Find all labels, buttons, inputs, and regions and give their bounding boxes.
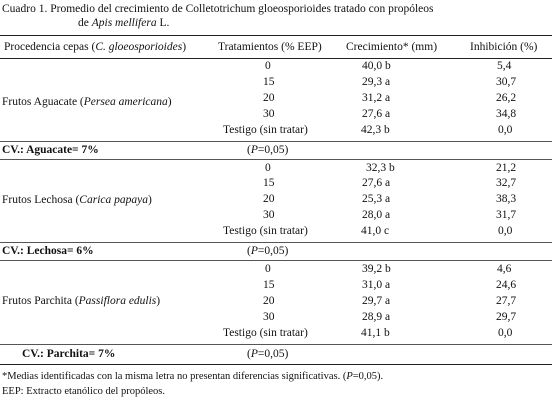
table-row: 27,6 a — [362, 177, 391, 189]
table-row: 28,0 a — [362, 209, 391, 221]
group-label-lechosa: Frutos Lechosa (Carica papaya) — [2, 194, 152, 206]
table-row: 0 — [265, 162, 271, 174]
table-row: 29,3 a — [362, 76, 391, 88]
cv-aguacate: CV.: Aguacate= 7% — [2, 144, 99, 156]
header-growth: Crecimiento* (mm) — [346, 41, 438, 53]
control-row: Testigo (sin tratar) — [223, 124, 308, 136]
table-row: 0 — [265, 60, 271, 72]
table-row: 30 — [263, 311, 275, 323]
header-inhibition: Inhibición (%) — [470, 41, 538, 53]
table-row: 26,2 — [496, 92, 517, 104]
table-row: 20 — [263, 193, 275, 205]
control-row: 0,0 — [498, 225, 513, 237]
table-row: 25,3 a — [362, 193, 391, 205]
group-label-aguacate: Frutos Aguacate (Persea americana) — [2, 96, 172, 108]
table-row: 15 — [263, 279, 275, 291]
table-row: 32,3 b — [366, 162, 395, 174]
table-row: 30,7 — [496, 76, 517, 88]
control-row: 42,3 b — [361, 124, 390, 136]
header-treatments: Tratamientos (% EEP) — [218, 41, 322, 53]
table-row: 31,0 a — [362, 279, 391, 291]
control-row: 41,0 c — [361, 225, 390, 237]
table-row: 29,7 — [496, 311, 517, 323]
table-row: 38,3 — [496, 193, 517, 205]
table-row: 24,6 — [496, 279, 517, 291]
table-row: 27,7 — [496, 295, 517, 307]
table-row: 0 — [265, 263, 271, 275]
table-row: 34,8 — [496, 108, 517, 120]
table-row: 15 — [263, 76, 275, 88]
table-row: 29,7 a — [362, 295, 391, 307]
table-row: 5,4 — [497, 60, 512, 72]
table-row: 21,2 — [496, 162, 517, 174]
table-row: 30 — [263, 108, 275, 120]
rule-cv2 — [0, 260, 552, 261]
rule-group2 — [0, 242, 552, 243]
table-row: 20 — [263, 92, 275, 104]
rule-cv1 — [0, 159, 552, 160]
footnote-significance: *Medias identificadas con la misma letra no presentan diferencias significativas. (P=0,05). — [2, 371, 384, 382]
caption-line1: Cuadro 1. Promedio del crecimiento de Colletotrichum gloeosporioides tratado con propóleos — [2, 3, 434, 15]
group-label-parchita: Frutos Parchita (Passiflora edulis) — [2, 295, 161, 307]
p-value: (P=0,05) — [247, 348, 289, 360]
table-row: 27,6 a — [362, 108, 391, 120]
control-row: Testigo (sin tratar) — [223, 225, 308, 237]
p-value: (P=0,05) — [247, 144, 289, 156]
control-row: 41,1 b — [361, 327, 390, 339]
table-row: 40,0 b — [362, 60, 391, 72]
table-caption-line2: de Apis mellifera L. — [78, 17, 170, 29]
table-row: 39,2 b — [362, 263, 391, 275]
table-row: 20 — [263, 295, 275, 307]
cv-parchita: CV.: Parchita= 7% — [22, 348, 116, 360]
table-row: 32,7 — [496, 177, 517, 189]
table-row: 31,7 — [496, 209, 517, 221]
control-row: Testigo (sin tratar) — [223, 327, 308, 339]
rule-group1 — [0, 141, 552, 142]
rule-group3 — [0, 344, 552, 345]
p-value: (P=0,05) — [247, 245, 289, 257]
control-row: 0,0 — [498, 124, 513, 136]
rule-top — [0, 35, 552, 36]
table-caption — [2, 3, 433, 16]
table-row: 28,9 a — [362, 311, 391, 323]
rule-header — [0, 58, 552, 59]
caption-species: Apis mellifera — [91, 17, 157, 29]
control-row: 0,0 — [498, 327, 513, 339]
table-row: 15 — [263, 177, 275, 189]
table-row: 31,2 a — [362, 92, 391, 104]
header-origin: Procedencia cepas (C. gloeosporioides) — [4, 41, 187, 53]
cv-lechosa: CV.: Lechosa= 6% — [2, 245, 94, 257]
table-row: 4,6 — [497, 263, 512, 275]
table-row: 30 — [263, 209, 275, 221]
rule-bottom — [0, 364, 552, 365]
footnote-eep: EEP: Extracto etanólico del propóleos. — [2, 386, 165, 397]
